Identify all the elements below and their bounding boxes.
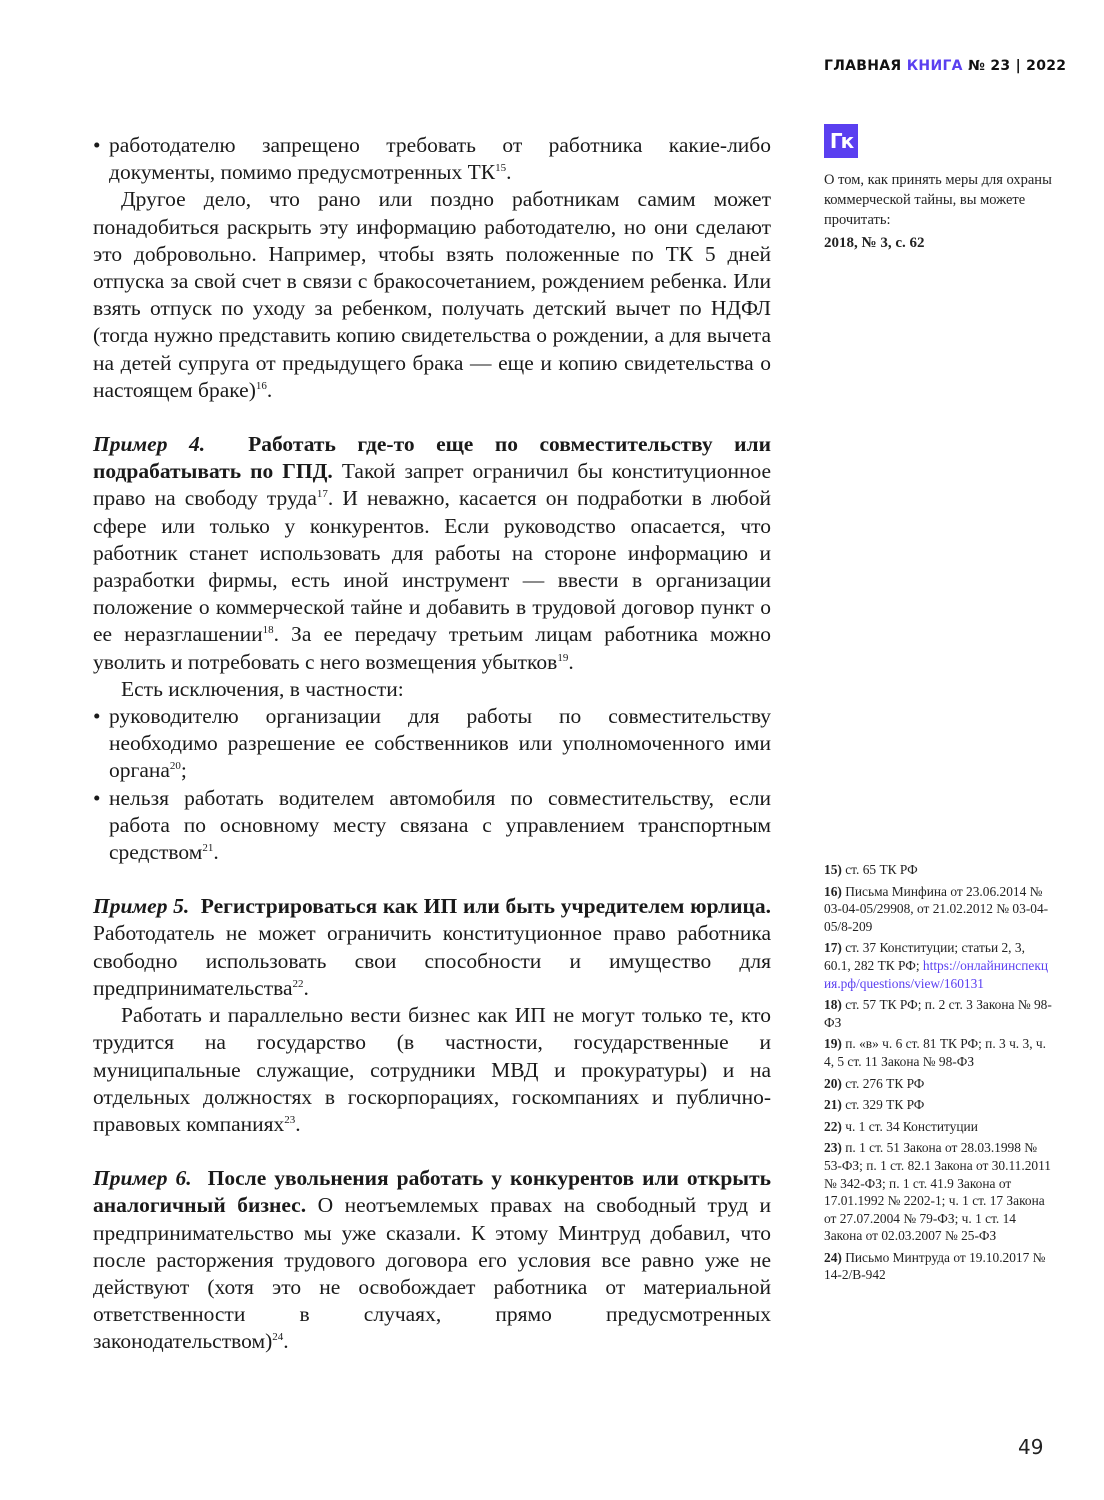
footnote-ref[interactable]: 24 <box>272 1331 284 1344</box>
footnote-item: 24) Письмо Минтруда от 19.10.2017 № 14-2/В-942 <box>824 1249 1046 1283</box>
sidebar-note-reference[interactable]: 2018, № 3, с. 62 <box>824 235 925 251</box>
example-title: Работать где-то еще по совместительству или подрабатывать по ГПД. <box>93 432 772 484</box>
footnote-item: 19) п. «в» ч. 6 ст. 81 ТК РФ; п. 3 ч. 3, ч. 4, 5 ст. 11 Закона № 98-ФЗ <box>824 1036 1046 1069</box>
footnote-item: 21) ст. 329 ТК РФ <box>824 1097 925 1113</box>
bullet-item: • работодателю запрещено требовать от работника какие-либо документы, помимо предусмотренных ТК$^{15}$. <box>93 132 771 186</box>
footnote-item: 15) ст. 65 ТК РФ <box>824 862 918 877</box>
paragraph: Есть исключения, в частности: <box>121 676 404 701</box>
footnote-ref[interactable]: 22 <box>292 977 304 990</box>
footnote-item: 18) ст. 57 ТК РФ; п. 2 ст. 3 Закона № 98-ФЗ <box>824 997 1052 1030</box>
example-label: Пример 4. <box>93 432 206 457</box>
example-title: После увольнения работать у конкурентов или открыть аналогичный бизнес. <box>93 1166 772 1218</box>
footnote-item: 16) Письма Минфина от 23.06.2014 № 03-04-05/29908, от 21.02.2012 № 03-04-05/8-209 <box>824 883 1049 934</box>
issue-number: № 23 | 2022 <box>968 58 1067 74</box>
footnotes <box>824 861 1054 1288</box>
sidebar-note-text: О том, как принять меры для охраны коммерческой тайны, вы можете прочитать: <box>824 172 1052 228</box>
footnote-item: 20) ст. 276 ТК РФ <box>824 1075 925 1091</box>
footnote-ref[interactable]: 20 <box>169 760 181 773</box>
glavnaya-kniga-logo-icon: Гк <box>824 124 858 158</box>
footnote-ref[interactable]: 18 <box>262 624 274 637</box>
footnote-ref[interactable]: 16 <box>255 379 267 392</box>
footnote-ref[interactable]: 15 <box>495 162 507 175</box>
example-label: Пример 6. <box>93 1166 192 1191</box>
footnote-item: 23) п. 1 ст. 51 Закона от 28.03.1998 № 53-ФЗ; п. 1 ст. 82.1 Закона от 30.11.2011 № 342-ФЗ; п. 1 ст. 41.9 Закона от 17.01.1992 № 2202-1; ч. 1 ст. 17 Закона от 27.07.2004 № 79-ФЗ; ч. 1 ст. 14 Закона от 02.03.2007 № 25-ФЗ <box>824 1140 1051 1244</box>
example-4: Пример 4. Работать где-то еще по совместительству или подрабатывать по ГПД. Такой запрет ограничил бы конституционное право на свободу труда$^{17}$. И неважно, касается он подработки в любой сфере или только у конкурентов. Если руководство опасается, что работник станет использовать для работы на стороне информацию и разработки фирмы, есть иной инструмент — ввести в организации положение о коммерческой тайне и добавить в трудовой договор пункт о ее неразглашении$^{18}$. За ее передачу третьим лицам работника можно уволить и потребовать с него возмещения убытков$^{19}$. <box>93 432 772 674</box>
example-5: Пример 5. Регистрироваться как ИП или быть учредителем юрлица. Работодатель не может ограничить конституционное право работника свободно использовать свои способности и имущество для предпринимательства$^{22}$. <box>93 894 771 1000</box>
running-header <box>824 58 1066 74</box>
example-label: Пример 5. <box>93 894 190 919</box>
footnote-link[interactable]: https://онлайнинспекция.рф/questions/view/160131 <box>824 957 1048 991</box>
paragraph: Работать и параллельно вести бизнес как ИП не могут только те, кто трудится на государство (в частности, государственные и муниципальные служащие, сотрудники МВД и прокуратуры) и на отдельных должностях в госкорпорациях, госкомпаниях и публично-правовых компаниях$^{23}$. <box>93 1003 771 1136</box>
bullet-item: • нельзя работать водителем автомобиля по совместительству, если работа по основному месту связана с управлением транспортным средством$^{21}$. <box>93 785 771 867</box>
article-body <box>93 132 771 1356</box>
footnote-ref[interactable]: 17 <box>316 488 328 501</box>
footnote-ref[interactable]: 21 <box>202 841 214 854</box>
paragraph: Другое дело, что рано или поздно работникам самим может понадобиться раскрыть эту информацию работодателю, но они сделают это добровольно. Например, чтобы взять положенные по ТК 5 дней отпуска за свой счет в связи с бракосочетанием, рождением ребенка. Или взять отпуск по уходу за ребенком, получать детский вычет по НДФЛ (тогда нужно представить копию свидетельства о рождении, а для вычета на детей супруга от предыдущего брака — еще и копию свидетельства о настоящем браке)$^{16}$. <box>93 187 771 402</box>
page-number: 49 <box>1018 1435 1044 1459</box>
example-6: Пример 6. После увольнения работать у конкурентов или открыть аналогичный бизнес. О неотъемлемых правах на свободный труд и предпринимательство мы уже сказали. К этому Минтруд добавил, что после расторжения трудового договора его условия все равно уже не действуют (хотя это не освобождает работника от материальной ответственности в случаях, прямо предусмотренных законодательством)$^{24}$. <box>93 1166 772 1354</box>
brand-name-part1: ГЛАВНАЯ <box>824 58 902 74</box>
example-title: Регистрироваться как ИП или быть учредителем юрлица. <box>200 894 771 919</box>
footnote-ref[interactable]: 23 <box>284 1113 296 1126</box>
footnote-ref[interactable]: 19 <box>557 651 569 664</box>
footnote-item: 22) ч. 1 ст. 34 Конституции <box>824 1118 978 1134</box>
sidebar-note <box>824 124 1054 253</box>
bullet-item: • руководителю организации для работы по совместительству необходимо разрешение ее собственников или уполномоченного ими органа$^{20}$; <box>93 703 771 785</box>
brand-name-part2: КНИГА <box>906 58 963 74</box>
footnote-item: 17) ст. 37 Конституции; статьи 2, 3, 60.1, 282 ТК РФ; https://онлайнинспекция.рф/questions/view/160131 <box>824 940 1048 991</box>
